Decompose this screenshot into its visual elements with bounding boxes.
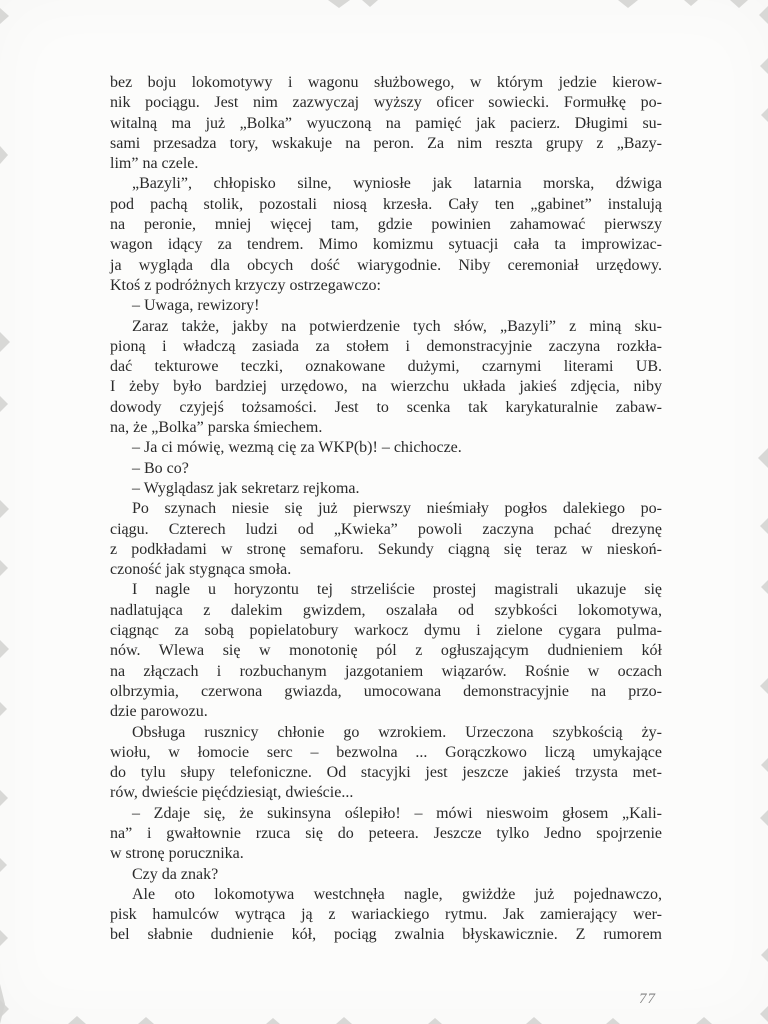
text-line: bez boju lokomotywy i wagonu służbowego, w którym jedzie kierow-: [110, 74, 662, 91]
scan-edge-mark: [0, 702, 7, 716]
scan-edge-mark: [428, 1018, 442, 1024]
text-line: witalną ma już „Bolka” wyuczoną na pamięć jak pacierz. Długimi su-: [110, 114, 662, 132]
text-line: wiołu, w łomocie serc – bezwolna ... Gorączkowo liczą umykające: [110, 743, 662, 761]
scan-edge-mark: [760, 518, 768, 534]
scan-edge-mark: [760, 810, 768, 826]
text-line: dowody czyjejś tożsamości. Jest to scenka tak karykaturalnie zabaw-: [110, 398, 662, 416]
scan-edge-mark: [138, 1017, 154, 1024]
text-line: ciągnąc za sobą popielatobury warkocz dymu i zielone cygara pulma-: [110, 622, 662, 640]
text-line: – Bo co?: [132, 459, 189, 477]
scan-edge-mark: [0, 1000, 9, 1018]
text-line: dać tekturowe teczki, oznakowane dużymi, czarnymi literami UB.: [110, 358, 662, 376]
text-line: – Wyglądasz jak sekretarz rejkoma.: [132, 479, 360, 497]
text-line: – Uwaga, rewizory!: [132, 297, 260, 315]
scan-edge-mark: [761, 108, 768, 122]
text-line: w stronę porucznika.: [110, 845, 244, 863]
scan-edge-mark: [0, 984, 5, 1024]
text-line: nadlatująca z dalekim gwizdem, oszalała od szybkości lokomotywa,: [110, 601, 662, 619]
scan-edge-mark: [618, 0, 638, 8]
scan-edge-mark: [0, 560, 8, 576]
scan-edge-mark: [606, 1018, 620, 1024]
scan-edge-mark: [526, 1017, 542, 1024]
text-line: „Bazyli”, chłopisko silne, wyniosłe jak latarnia morska, dźwiga: [132, 175, 662, 193]
text-line: dzie parowozu.: [110, 703, 208, 721]
scan-edge-mark: [68, 1016, 86, 1024]
text-line: bel słabnie dudnienie kół, pociąg zwalnia błyskawicznie. Z rumorem: [110, 926, 662, 944]
text-line: wagon idący za tendrem. Mimo komizmu sytuacji cała ta improwizac-: [110, 236, 662, 254]
text-line: na, że „Bolka” parska śmiechem.: [110, 419, 323, 437]
scan-edge-mark: [0, 146, 8, 164]
text-line: na” i gwałtownie rzuca się do peteera. Jeszcze tylko Jedno spojrzenie: [110, 824, 662, 842]
scan-edge-mark: [684, 0, 698, 6]
text-line: olbrzymia, czerwona gwiazda, umocowana demonstracyjnie na przo-: [110, 682, 662, 700]
text-line: nów. Wlewa się w monotonię pól z ogłuszającym dudnieniem kół: [110, 642, 662, 660]
scan-edge-mark: [760, 1006, 768, 1022]
text-line: I nagle u horyzontu tej strzeliście prostej magistrali ukazuje się: [132, 581, 662, 599]
scan-edge-mark: [336, 1017, 352, 1024]
scan-edge-mark: [760, 678, 768, 694]
scan-edge-mark: [759, 6, 768, 24]
scan-edge-mark: [761, 580, 768, 594]
text-line: do tylu słupy telefoniczne. Od stacyjki jest jeszcze jakieś trzysta met-: [110, 764, 662, 782]
scan-edge-mark: [362, 0, 378, 7]
text-line: – Ja ci mówię, wezmą cię za WKP(b)! – chichocze.: [132, 439, 462, 457]
scan-edge-mark: [760, 58, 768, 74]
scan-edge-mark: [266, 1018, 280, 1024]
text-line: nik pociągu. Jest nim zazwyczaj wyższy oficer sowiecki. Formułkę po-: [110, 94, 662, 112]
text-line: pisk hamulców wytrąca ją z wariackiego rytmu. Jak zamierający wer-: [110, 906, 662, 924]
text-line: Zaraz także, jakby na potwierdzenie tych słów, „Bazyli” z miną sku-: [132, 317, 662, 335]
text-line: pod pachą stolik, pozostali niosą krzesła. Cały ten „gabinet” instalują: [110, 195, 662, 213]
text-line: na peronie, mniej więcej tam, gdzie powinien zahamować pierwszy: [110, 216, 662, 234]
text-line: ciągu. Czterech ludzi od „Kwieka” powoli zaczyna pchać drezynę: [110, 520, 662, 538]
text-line: Ktoś z podróżnych krzyczy ostrzegawczo:: [110, 276, 381, 294]
text-line: I żeby było bardziej urzędowo, na wierzchu układa jakieś zdjęcia, niby: [110, 378, 662, 396]
text-line: sami przesadza tory, wskakuje na peron. Za nim reszta grupy z „Bazy-: [110, 134, 662, 152]
scan-edge-mark: [0, 332, 10, 352]
text-line: Czy da znak?: [132, 865, 219, 883]
text-line: na złączach i rozbuchanym jazgotaniem wiązarów. Rośnie w oczach: [110, 662, 662, 680]
page-number: 77: [639, 991, 656, 1007]
text-line: – Zdaje się, że sukinsyna oślepiło! – mówi nieswoim głosem „Kali-: [132, 804, 662, 822]
text-line: lim” na czele.: [110, 155, 199, 173]
scan-edge-mark: [758, 448, 768, 468]
text-line: ja wygląda dla obcych dość wiarygodnie. Niby ceremoniał urzędowy.: [110, 256, 662, 274]
scan-edge-mark: [0, 500, 9, 518]
scan-edge-mark: [0, 8, 9, 24]
scan-edge-mark: [0, 396, 8, 412]
scan-edge-mark: [0, 930, 8, 946]
text-line: z podkładami w stronę semaforu. Sekundy ciągną się teraz w nieskoń-: [110, 540, 662, 558]
page-text: [110, 73, 662, 946]
scan-edge-mark: [328, 0, 350, 8]
text-line: Po szynach niesie się już pierwszy nieśmiały pogłos dalekiego po-: [132, 500, 662, 518]
text-line: Ale oto lokomotywa westchnęła nagle, gwiżdże już pojednawczo,: [132, 885, 662, 903]
scan-edge-mark: [0, 640, 9, 658]
text-line: rów, dwieście pięćdziesiąt, dwieście...: [110, 784, 354, 802]
scan-edge-mark: [730, 0, 748, 8]
scan-edge-mark: [761, 758, 768, 772]
scan-edge-mark: [0, 858, 7, 872]
text-line: czoność jak stygnąca smoła.: [110, 561, 292, 579]
scan-edge-mark: [696, 1017, 712, 1024]
scan-edge-mark: [761, 948, 768, 962]
scan-edge-mark: [0, 790, 8, 806]
text-line: Obsługa rusznicy chłonie go wzrokiem. Urzeczona szybkością ży-: [132, 723, 662, 741]
text-line: pioną i władczą zasiada za stołem i demonstracyjnie zaczyna rozkła-: [110, 337, 662, 355]
